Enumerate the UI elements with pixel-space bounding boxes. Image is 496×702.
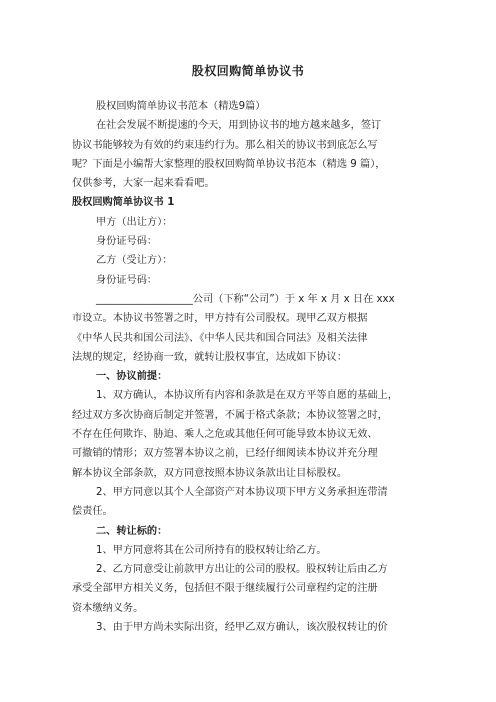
paragraph-line: 解本协议全部条款，双方同意按照本协议条款出让目标股权。 xyxy=(72,467,348,479)
clause-heading: 二、转让标的： xyxy=(96,525,168,537)
paragraph-line: 不存在任何欺诈、胁迫、乘人之危或其他任何可能导致本协议无效、 xyxy=(72,429,378,441)
paragraph-line: 资本缴纳义务。 xyxy=(72,602,144,614)
paragraph-line: 1、双方确认，本协议所有内容和条款是在双方平等自愿的基础上， xyxy=(96,390,398,402)
paragraph-line: 《中华人民共和国公司法》、《中华人民共和国合同法》及相关法律 xyxy=(72,332,368,344)
paragraph-line: 2、乙方同意受让前款甲方出让的公司的股权。股权转让后由乙方 xyxy=(96,564,388,576)
paragraph-line: 法规的规定，经协商一致，就转让股权事宜，达成如下协议： xyxy=(72,351,348,363)
paragraph-line: 3、由于甲方尚未实际出资，经甲乙双方确认，该次股权转让的价 xyxy=(96,622,388,634)
paragraph-line: 承受全部甲方相关义务，包括但不限于继续履行公司章程约定的注册 xyxy=(72,583,378,595)
paragraph-line: 仅供参考，大家一起来看看吧。 xyxy=(72,178,215,190)
paragraph-line: 在社会发展不断提速的今天，用到协议书的地方越来越多，签订 xyxy=(96,120,382,132)
paragraph-line: 协议书能够较为有效的约束违约行为。那么相关的协议书到底怎么写 xyxy=(72,139,378,151)
document-title: 股权回购简单协议书 xyxy=(191,64,305,78)
paragraph-line: 偿责任。 xyxy=(72,506,113,518)
paragraph-line: 股权回购简单协议书范本（精选9篇） xyxy=(96,101,266,112)
section-heading: 股权回购简单协议书 1 xyxy=(72,197,175,209)
document-body xyxy=(72,97,430,637)
field-label: 乙方（受让方）： xyxy=(96,255,173,267)
clause-heading: 一、协议前提： xyxy=(96,371,168,383)
paragraph-line: 经过双方多次协商后制定并签署，不属于格式条款；本协议签署之时， xyxy=(72,409,388,421)
paragraph-line: ___________________公司（下称“公司”）于 x 年 x 月 x 日在 xxx xyxy=(96,293,395,305)
field-label: 身份证号码： xyxy=(96,236,158,248)
field-label: 身份证号码： xyxy=(96,274,158,286)
paragraph-line: 呢？下面是小编帮大家整理的股权回购简单协议书范本（精选 9 篇）， xyxy=(72,158,386,170)
field-label: 甲方（出让方）： xyxy=(96,216,173,228)
paragraph-line: 1、甲方同意将其在公司所持有的股权转让给乙方。 xyxy=(96,544,327,556)
paragraph-line: 2、甲方同意以其个人全部资产对本协议项下甲方义务承担连带清 xyxy=(96,486,388,498)
paragraph-line: 可撤销的情形；双方签署本协议之前，已经仔细阅读本协议并充分理 xyxy=(72,448,378,460)
paragraph-line: 市设立。本协议书签署之时，甲方持有公司股权。现甲乙双方根据 xyxy=(72,313,368,325)
